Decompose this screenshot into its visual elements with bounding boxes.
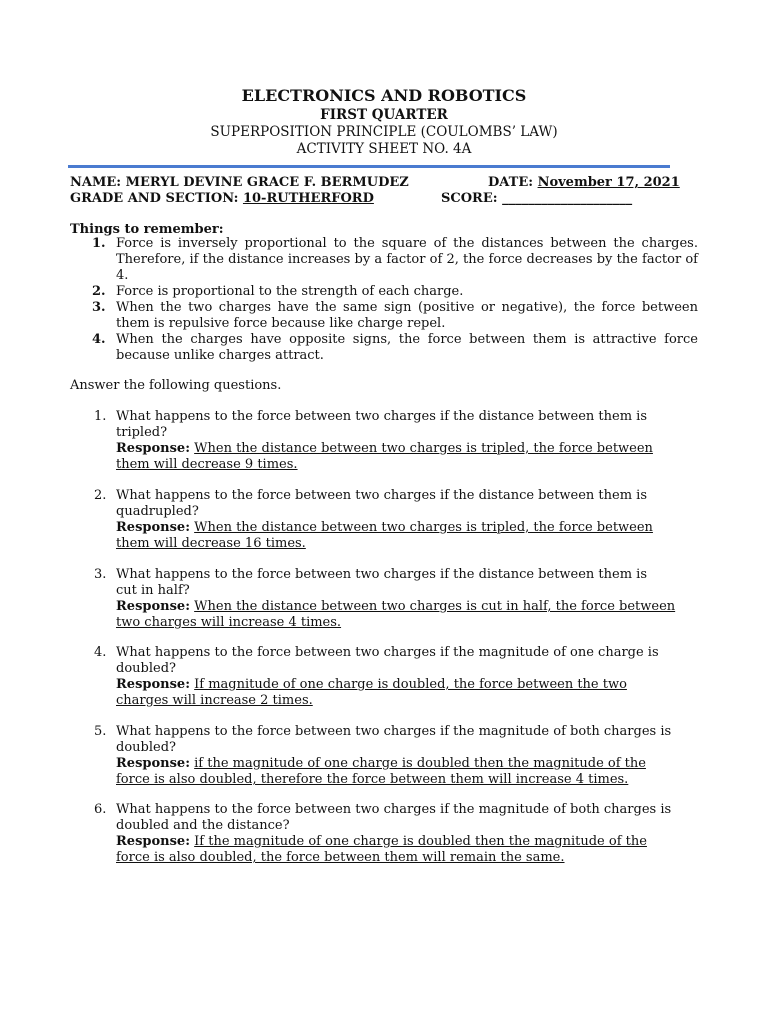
date-value: November 17, 2021 [537,175,680,190]
response: Response: When the distance between two charges is tripled, the force between them will decrease 16 times. [116,520,653,551]
topic-heading: SUPERPOSITION PRINCIPLE (COULOMBS’ LAW) [210,124,558,140]
date-line [488,175,680,190]
list-item: 2. Force is proportional to the strength of each charge. [92,284,464,299]
question-text: What happens to the force between two charges if the distance between them is quadrupled? [116,488,648,519]
score-blank: ____________________ [502,191,633,206]
list-item: 3. When the two charges have the same sign (positive or negative), the force between them is repulsive force because like charge repel. [92,300,698,331]
header-divider [68,165,670,168]
grade-label: GRADE AND SECTION: [70,191,239,206]
instructions: Answer the following questions. [70,378,282,393]
remember-list [70,236,698,364]
name-label: NAME: [70,175,122,190]
question-text: What happens to the force between two charges if the magnitude of one charge is doubled? [116,645,659,676]
response: Response: If the magnitude of one charge is doubled then the magnitude of the force is also doubled, the force between them will remain the same. [116,834,647,865]
list-item: 1. Force is inversely proportional to the square of the distances between the charges. Therefore, if the distance increases by a factor of 2, the force decreases by the factor of 4. [92,236,698,283]
score-line [441,191,632,206]
question-3: 3. What happens to the force between two charges if the distance between them is cut in half? Response: When the distance between two charges is cut in half, the force between two charges will increase 4 times. [94,567,676,630]
question-text: What happens to the force between two charges if the distance between them is cut in half? [116,567,648,598]
document-title: ELECTRONICS AND ROBOTICS [241,86,527,105]
grade-line [70,191,374,206]
quarter-heading: FIRST QUARTER [320,107,448,123]
sheet-number: ACTIVITY SHEET NO. 4A [296,141,472,157]
question-1: 1. What happens to the force between two charges if the distance between them is tripled? Response: When the distance between two charges is tripled, the force between them will decrease 9 times. [70,409,700,473]
list-item: 4. When the charges have opposite signs, the force between them is attractive force because unlike charges attract. [92,332,698,363]
question-5: 5. What happens to the force between two charges if the magnitude of both charges is doubled? Response: if the magnitude of one charge is doubled then the magnitude of the force is also doubled, therefore the force between them will increase 4 times. [70,724,700,788]
score-label: SCORE: [441,191,498,206]
response: Response: When the distance between two charges is tripled, the force between them will decrease 9 times. [116,441,653,472]
question-text: What happens to the force between two charges if the magnitude of both charges is doubled? [116,724,672,755]
question-text: What happens to the force between two charges if the magnitude of both charges is doubled and the distance? [116,802,672,833]
remember-title: Things to remember: [70,222,224,237]
response: Response: When the distance between two charges is cut in half, the force between two charges will increase 4 times. [116,599,676,630]
name-value: MERYL DEVINE GRACE F. BERMUDEZ [125,175,409,190]
question-6: 6. What happens to the force between two charges if the magnitude of both charges is doubled and the distance? Response: If the magnitude of one charge is doubled then the magnitude of the force is also doubled, the force between them will remain the same. [70,802,700,866]
date-label: DATE: [488,175,534,190]
grade-value: 10-RUTHERFORD [242,191,374,206]
name-line [70,175,409,190]
response: Response: if the magnitude of one charge is doubled then the magnitude of the force is also doubled, therefore the force between them will increase 4 times. [116,756,646,787]
question-2: 2. What happens to the force between two charges if the distance between them is quadrupled? Response: When the distance between two charges is tripled, the force between them will decrease 16 times. [70,488,700,552]
question-4: 4. What happens to the force between two charges if the magnitude of one charge is doubled? Response: If magnitude of one charge is doubled, the force between the two charges will increase 2 times. [70,645,700,709]
response: Response: If magnitude of one charge is doubled, the force between the two charges will increase 2 times. [116,677,627,708]
question-text: What happens to the force between two charges if the distance between them is tripled? [116,409,648,440]
